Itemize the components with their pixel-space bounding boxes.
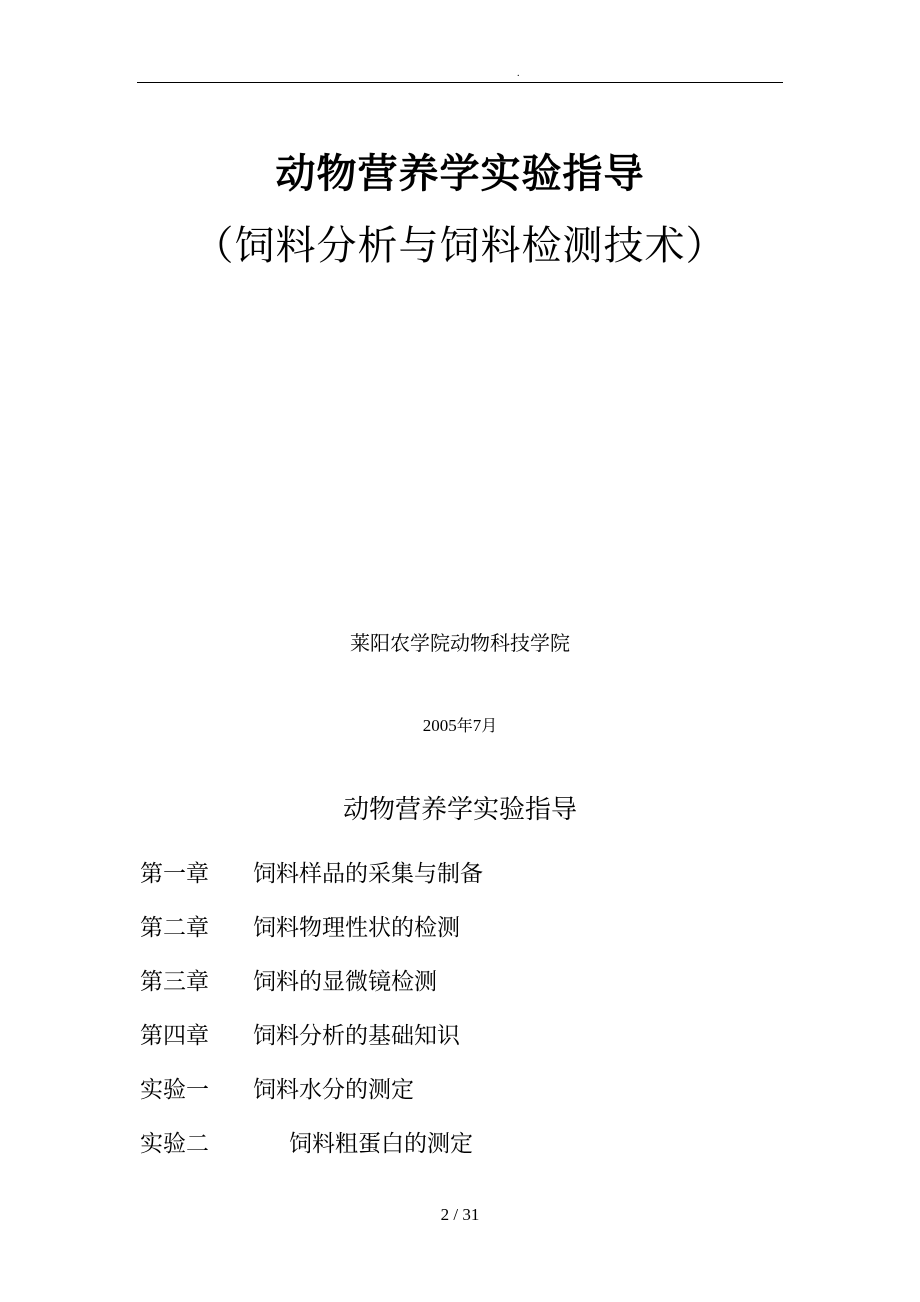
- header-rule: [137, 82, 783, 83]
- toc-item-label: 第三章: [140, 969, 209, 995]
- toc-title: 动物营养学实验指导: [342, 795, 577, 825]
- toc-item-text: 饲料的显微镜检测: [253, 969, 437, 995]
- header-mark: .: [517, 68, 520, 79]
- publication-date: [0, 714, 920, 738]
- date-month-suffix: 月: [481, 716, 498, 735]
- institution-name: 莱阳农学院动物科技学院: [350, 631, 570, 655]
- document-subtitle: （饲料分析与饲料检测技术）: [193, 223, 727, 269]
- toc-item-label: 实验一: [140, 1077, 209, 1103]
- document-title: 动物营养学实验指导: [275, 151, 645, 197]
- date-year-suffix: 年: [456, 716, 473, 735]
- toc-item-label: 第一章: [140, 861, 209, 887]
- toc-item-text: 饲料分析的基础知识: [253, 1023, 460, 1049]
- date-year: 2005: [422, 716, 457, 735]
- toc-item-label: 实验二: [140, 1131, 209, 1157]
- toc-item-text: 饲料样品的采集与制备: [253, 861, 483, 887]
- toc-item-text: 饲料粗蛋白的测定: [289, 1131, 473, 1157]
- page-number: 2 / 31: [440, 1205, 480, 1224]
- date-month: 7: [472, 716, 482, 735]
- toc-item-text: 饲料物理性状的检测: [253, 915, 460, 941]
- toc-item-text: 饲料水分的测定: [253, 1077, 414, 1103]
- toc-item-label: 第四章: [140, 1023, 209, 1049]
- toc-item-label: 第二章: [140, 915, 209, 941]
